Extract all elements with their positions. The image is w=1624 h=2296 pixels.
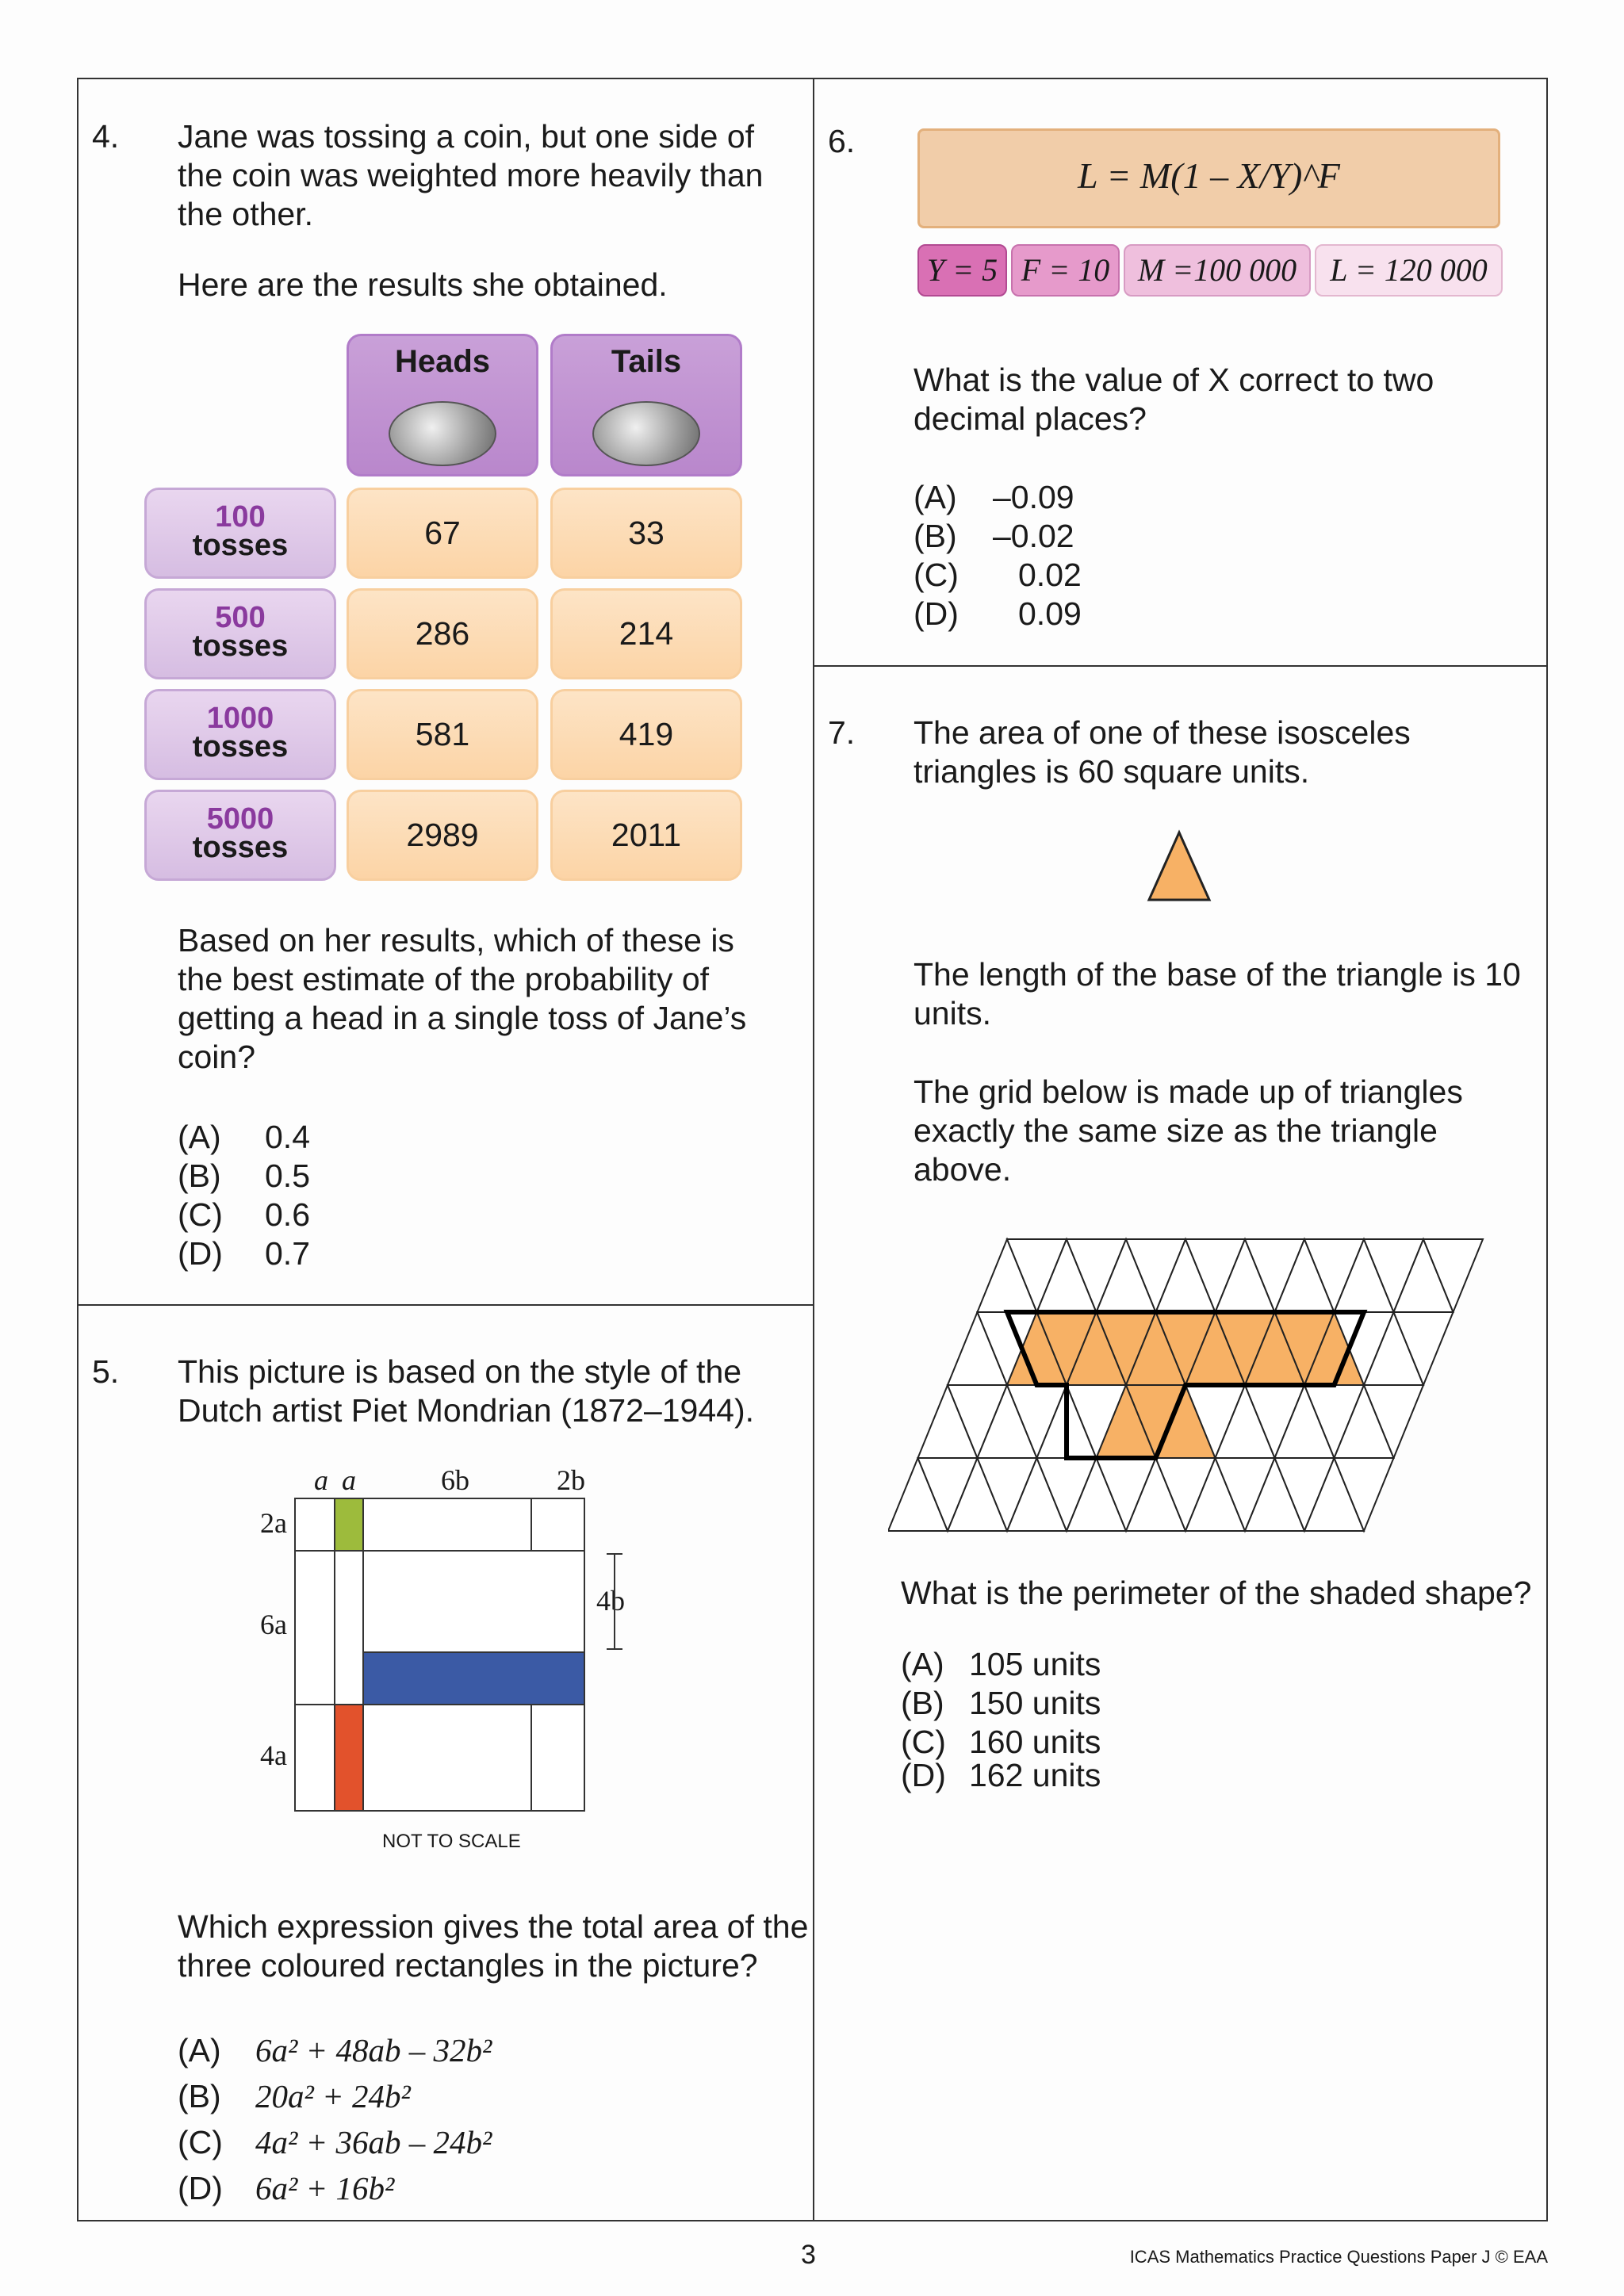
row-count: 100	[215, 500, 266, 534]
option-letter[interactable]: (C)	[178, 1196, 223, 1233]
option-value[interactable]: 0.09	[1018, 595, 1082, 632]
q7-text-line1: The area of one of these isosceles	[914, 714, 1411, 751]
heads-cell: 286	[347, 588, 538, 679]
option-value[interactable]: 160 units	[969, 1724, 1101, 1760]
q4-text-line3: the other.	[178, 196, 313, 232]
mondrian-svg	[293, 1490, 626, 1823]
option-letter[interactable]: (D)	[178, 1235, 223, 1272]
tails-header	[550, 334, 742, 476]
option-letter[interactable]: (C)	[901, 1724, 946, 1760]
tails-cell: 33	[550, 488, 742, 579]
option-letter[interactable]: (C)	[914, 557, 959, 593]
row-header	[144, 588, 336, 679]
row-count: 5000	[206, 802, 274, 836]
q4-question-line4: coin?	[178, 1039, 256, 1075]
column-divider	[813, 78, 814, 2221]
option-value[interactable]: 4a² + 36ab – 24b²	[255, 2124, 492, 2160]
option-value[interactable]: 6a² + 16b²	[255, 2170, 395, 2206]
row-count: 500	[215, 601, 266, 634]
heads-header	[347, 334, 538, 476]
formula-box	[917, 128, 1500, 228]
q7-text-line6: exactly the same size as the triangle	[914, 1112, 1438, 1149]
heads-cell: 581	[347, 689, 538, 780]
heads-cell: 2989	[347, 790, 538, 881]
q7-text-line2: triangles is 60 square units.	[914, 753, 1310, 790]
tails-cell: 2011	[550, 790, 742, 881]
label-a: a	[342, 1464, 356, 1496]
formula-text: L = M(1 – X/Y)^F	[1078, 155, 1340, 196]
label-6b: 6b	[441, 1464, 469, 1496]
left-divider	[77, 1304, 814, 1306]
row-label: tosses	[192, 831, 289, 864]
q6-question-line1: What is the value of X correct to two	[914, 362, 1434, 398]
option-value[interactable]: 0.7	[265, 1235, 310, 1272]
label-4b: 4b	[596, 1585, 625, 1617]
green-rect	[335, 1498, 363, 1551]
triangle-grid	[888, 1233, 1499, 1534]
pill-y: Y = 5	[917, 244, 1007, 297]
q4-question-line3: getting a head in a single toss of Jane’s	[178, 1000, 747, 1036]
q4-text-line2: the coin was weighted more heavily than	[178, 157, 764, 193]
pill-f: F = 10	[1011, 244, 1120, 297]
red-rect	[335, 1705, 363, 1811]
q7-text-line4: units.	[914, 995, 991, 1031]
q4-text-line1: Jane was tossing a coin, but one side of	[178, 118, 755, 155]
q7-question: What is the perimeter of the shaded shape?	[901, 1575, 1532, 1611]
option-value[interactable]: 0.02	[1018, 557, 1082, 593]
tails-cell: 214	[550, 588, 742, 679]
q4-intro: Here are the results she obtained.	[178, 266, 668, 303]
heads-cell: 67	[347, 488, 538, 579]
label-4a: 4a	[260, 1739, 287, 1771]
option-letter[interactable]: (D)	[178, 2170, 223, 2206]
option-letter[interactable]: (B)	[178, 1158, 221, 1194]
q5-question-line2: three coloured rectangles in the picture?	[178, 1947, 758, 1984]
q7-text-line3: The length of the base of the triangle is 10	[914, 956, 1521, 993]
q7-text-line5: The grid below is made up of triangles	[914, 1073, 1463, 1110]
pill-m: M =100 000	[1124, 244, 1311, 297]
tails-label: Tails	[611, 344, 682, 379]
not-to-scale-note: NOT TO SCALE	[382, 1831, 521, 1852]
row-header	[144, 790, 336, 881]
footer-credit: ICAS Mathematics Practice Questions Paper J © EAA	[1129, 2247, 1548, 2267]
q7-text-line7: above.	[914, 1151, 1012, 1188]
right-divider	[813, 665, 1548, 667]
option-value[interactable]: 0.6	[265, 1196, 310, 1233]
q7-number: 7.	[828, 714, 856, 751]
tails-cell: 419	[550, 689, 742, 780]
option-value[interactable]: 150 units	[969, 1685, 1101, 1721]
option-letter[interactable]: (D)	[914, 595, 959, 632]
option-letter[interactable]: (B)	[901, 1685, 944, 1721]
row-label: tosses	[192, 730, 289, 763]
option-value[interactable]: 162 units	[969, 1757, 1101, 1793]
q4-question-line2: the best estimate of the probability of	[178, 961, 710, 997]
q5-text-line2: Dutch artist Piet Mondrian (1872–1944).	[178, 1392, 755, 1429]
option-letter[interactable]: (A)	[178, 1119, 221, 1155]
row-header	[144, 689, 336, 780]
q5-text-line1: This picture is based on the style of the	[178, 1353, 742, 1390]
coin-tails-icon	[592, 401, 700, 466]
option-letter[interactable]: (B)	[178, 2078, 221, 2114]
page-number: 3	[801, 2240, 816, 2270]
option-letter[interactable]: (C)	[178, 2124, 223, 2160]
option-letter[interactable]: (A)	[178, 2032, 221, 2068]
label-2a: 2a	[260, 1507, 287, 1539]
q6-question-line2: decimal places?	[914, 400, 1147, 437]
label-2b: 2b	[557, 1464, 585, 1496]
option-letter[interactable]: (B)	[914, 518, 957, 554]
label-a: a	[314, 1464, 328, 1496]
option-letter[interactable]: (A)	[914, 479, 957, 515]
option-letter[interactable]: (A)	[901, 1646, 944, 1682]
option-letter[interactable]: (D)	[901, 1757, 946, 1793]
q6-number: 6.	[828, 123, 856, 159]
sample-triangle	[1146, 828, 1213, 904]
row-label: tosses	[192, 529, 289, 562]
q4-question-line1: Based on her results, which of these is	[178, 922, 734, 959]
q5-question-line1: Which expression gives the total area of the	[178, 1908, 809, 1945]
heads-label: Heads	[394, 344, 491, 379]
option-value[interactable]: –0.02	[993, 518, 1074, 554]
blue-rect	[363, 1652, 584, 1705]
row-label: tosses	[192, 629, 289, 663]
row-header	[144, 488, 336, 579]
option-value[interactable]: 20a² + 24b²	[255, 2078, 411, 2114]
coin-heads-icon	[389, 401, 496, 466]
q4-number: 4.	[92, 118, 120, 155]
label-6a: 6a	[260, 1609, 287, 1640]
option-value[interactable]: 6a² + 48ab – 32b²	[255, 2032, 492, 2068]
row-count: 1000	[206, 702, 274, 735]
pill-l: L = 120 000	[1315, 244, 1503, 297]
option-value[interactable]: 0.5	[265, 1158, 310, 1194]
option-value[interactable]: 105 units	[969, 1646, 1101, 1682]
option-value[interactable]: 0.4	[265, 1119, 310, 1155]
option-value[interactable]: –0.09	[993, 479, 1074, 515]
q5-number: 5.	[92, 1353, 120, 1390]
